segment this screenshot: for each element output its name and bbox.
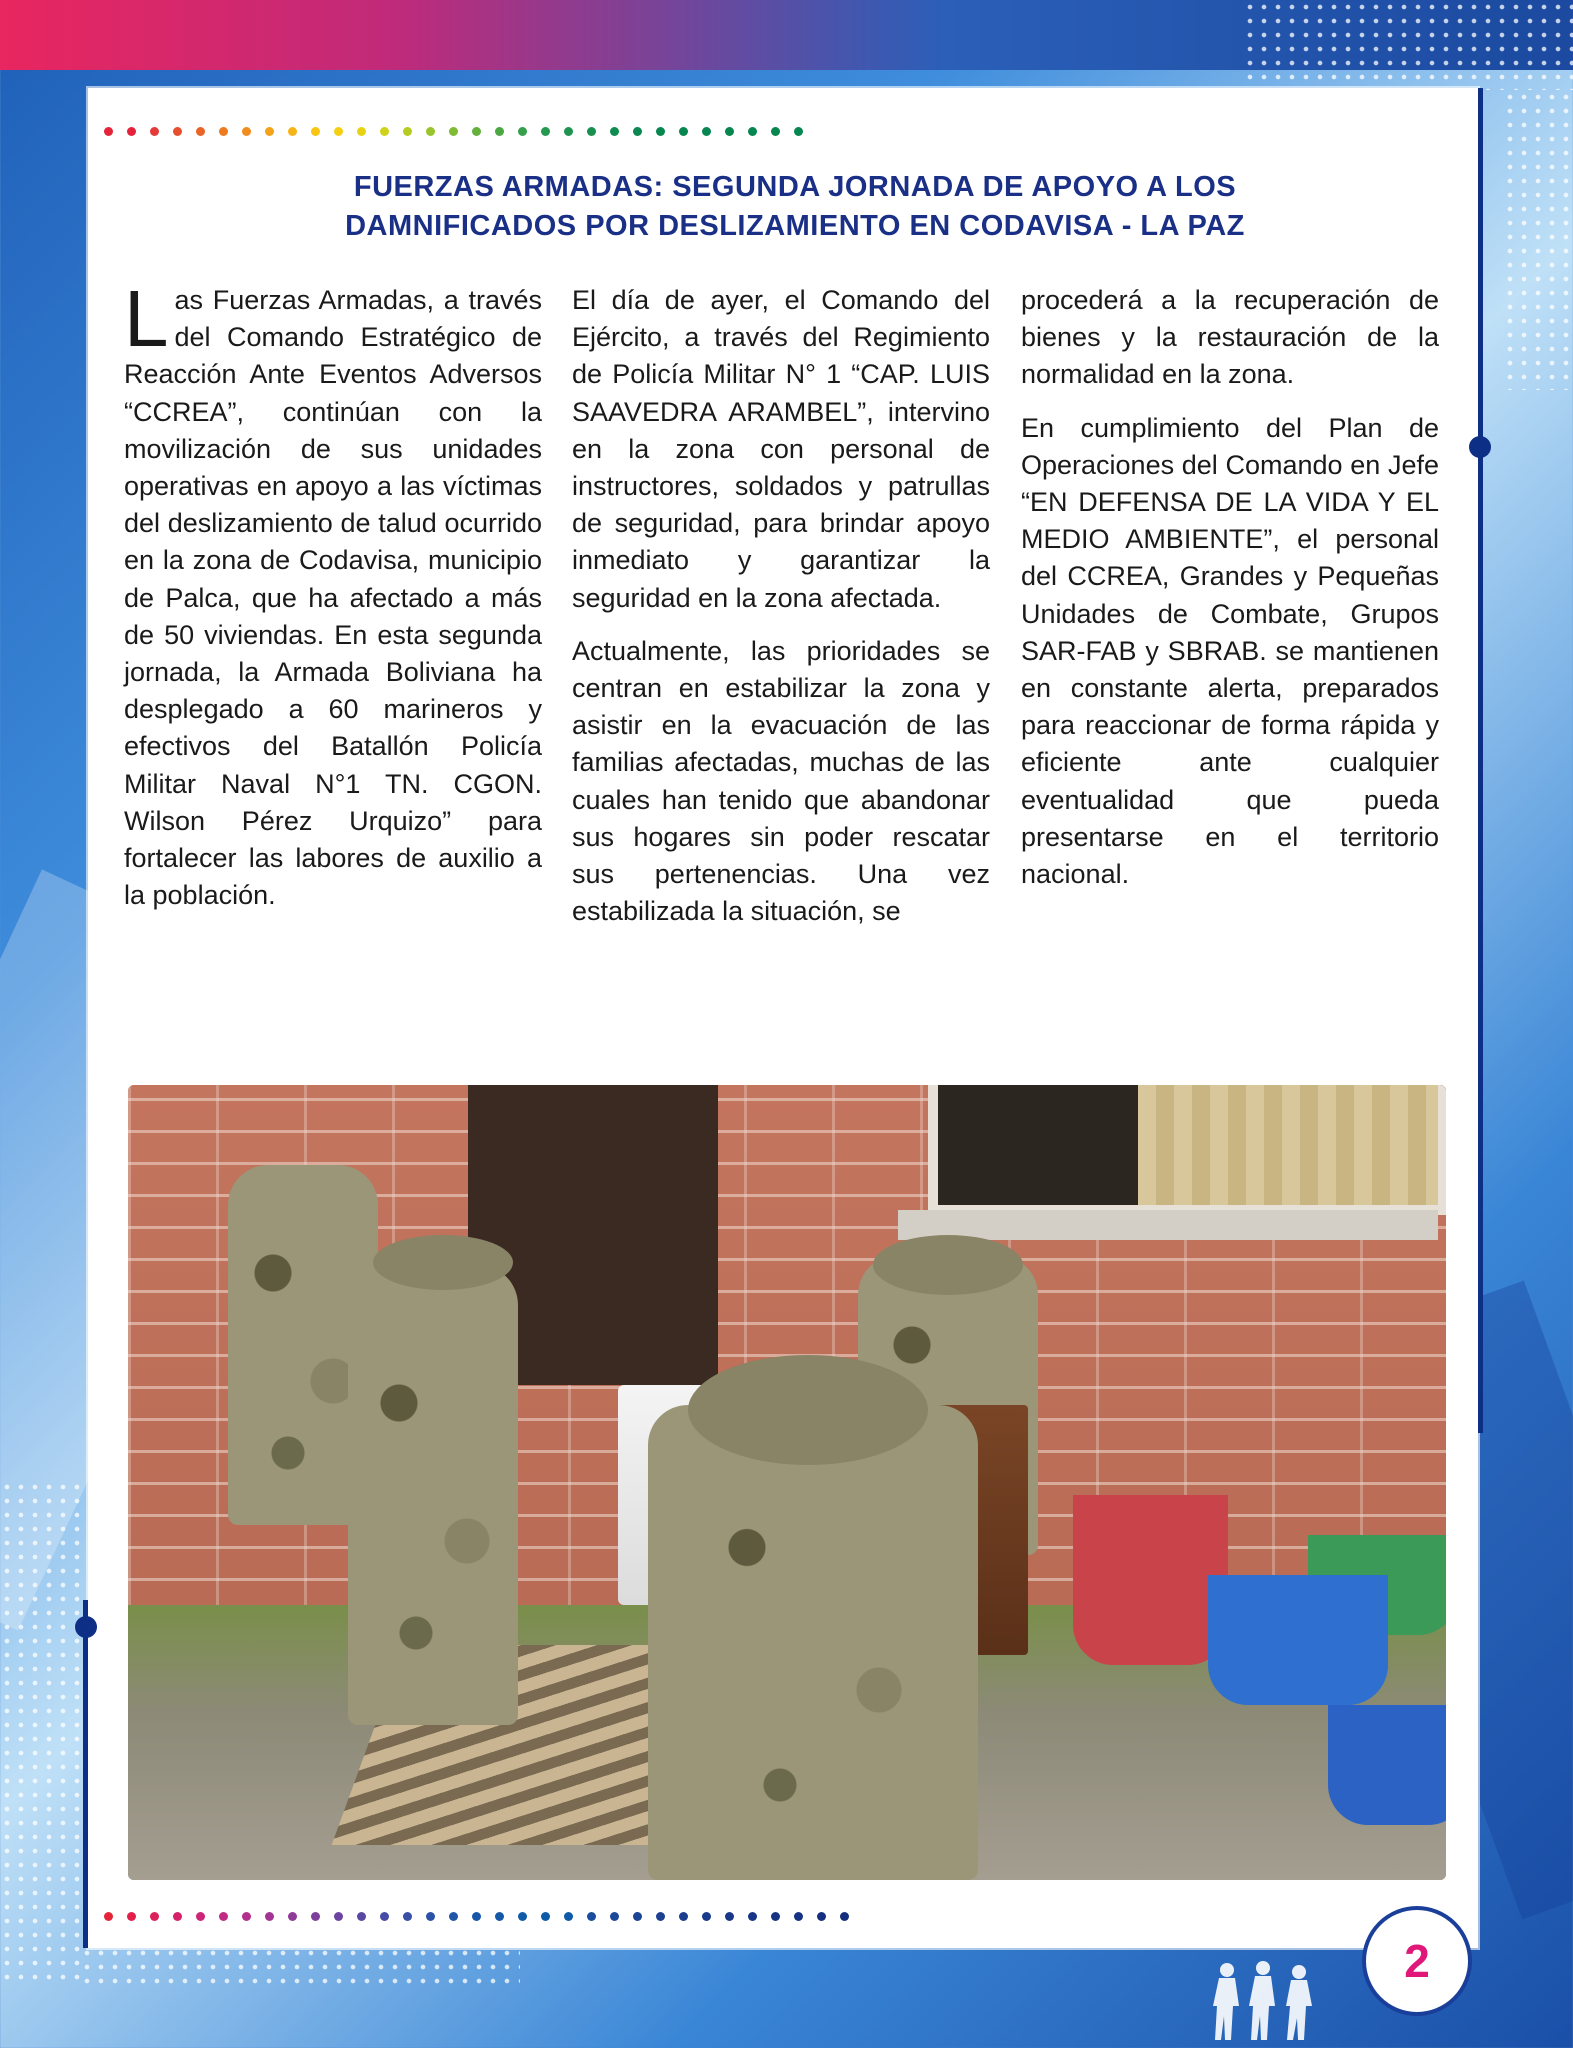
decorative-dot bbox=[311, 1912, 320, 1921]
paragraph: procederá a la recuperación de bienes y la restauración de la normalidad en la zona. bbox=[1021, 285, 1439, 390]
decorative-dot bbox=[794, 1912, 803, 1921]
decorative-dot bbox=[564, 127, 573, 136]
decorative-dot bbox=[679, 127, 688, 136]
frame-dot bbox=[75, 1616, 97, 1638]
title-line-1: FUERZAS ARMADAS: SEGUNDA JORNADA DE APOYO A LOS bbox=[353, 171, 1237, 203]
paragraph: En cumplimiento del Plan de Operaciones del Comando en Jefe “EN DEFENSA DE LA VIDA Y EL MEDIO AMBIENTE”, el personal del CCREA, Grandes y Pequeñas Unidades de Combate, Grupos SAR-FAB y SBRAB. se mantienen en constante alerta, preparados para reaccionar de forma rápida y eficiente ante cualquier eventualidad que pueda presentarse en el territorio nacional. bbox=[1021, 412, 1439, 890]
title-line-2: DAMNIFICADOS POR DESLIZAMIENTO EN CODAVISA - LA PAZ bbox=[345, 210, 1245, 242]
bottom-decorative-dots bbox=[104, 1912, 849, 1921]
decorative-dot bbox=[150, 127, 159, 136]
decorative-dot bbox=[449, 127, 458, 136]
decorative-dot bbox=[587, 1912, 596, 1921]
decorative-dot bbox=[150, 1912, 159, 1921]
decorative-dot bbox=[794, 127, 803, 136]
decorative-dot bbox=[173, 1912, 182, 1921]
decorative-dot bbox=[334, 127, 343, 136]
decorative-dot bbox=[495, 1912, 504, 1921]
decorative-dot bbox=[495, 127, 504, 136]
decorative-dot bbox=[656, 127, 665, 136]
decorative-dot bbox=[311, 127, 320, 136]
decorative-dot bbox=[426, 1912, 435, 1921]
paragraph: Actualmente, las prioridades se centran en estabilizar la zona y asistir en la evacuación de las familias afectadas, muchas de las cuales han tenido que abandonar sus hogares sin poder rescatar sus pertenencias. Una vez estabilizada la situación, se bbox=[572, 635, 990, 927]
decorative-dot bbox=[541, 127, 550, 136]
article-column-1 bbox=[124, 274, 542, 930]
decorative-dot bbox=[288, 127, 297, 136]
drop-cap: L bbox=[124, 274, 169, 363]
decorative-dot bbox=[242, 1912, 251, 1921]
decorative-dot bbox=[748, 1912, 757, 1921]
decorative-dot bbox=[748, 127, 757, 136]
decorative-dot-grid bbox=[1243, 0, 1573, 90]
decorative-dot bbox=[288, 1912, 297, 1921]
decorative-dot bbox=[817, 1912, 826, 1921]
paragraph: El día de ayer, el Comando del Ejército, a través del Regimiento de Policía Militar N° 1 “CAP. LUIS SAAVEDRA ARAMBEL”, intervino en la zona con personal de instructores, soldados y patrullas de seguridad, para brindar apoyo inmediato y garantizar la seguridad en la zona afectada. bbox=[572, 285, 990, 613]
decorative-dot bbox=[196, 1912, 205, 1921]
decorative-dot-grid bbox=[0, 1480, 85, 1980]
decorative-dot bbox=[334, 1912, 343, 1921]
article-column-2 bbox=[572, 282, 990, 946]
decorative-dot bbox=[771, 1912, 780, 1921]
decorative-dot bbox=[518, 1912, 527, 1921]
decorative-dot bbox=[656, 1912, 665, 1921]
window-sill bbox=[898, 1210, 1438, 1240]
house-window bbox=[928, 1085, 1446, 1215]
decorative-dot bbox=[840, 1912, 849, 1921]
decorative-dot bbox=[587, 127, 596, 136]
paragraph: as Fuerzas Armadas, a través del Comando Estratégico de Reacción Ante Eventos Adversos “CCREA”, continúan con la movilización de sus unidades operativas en apoyo a las víctimas del deslizamiento de talud ocurrido en la zona de Codavisa, municipio de Palca, que ha afectado a más de 50 viviendas. En esta segunda jornada, la Armada Boliviana ha desplegado a 60 marineros y efectivos del Batallón Policía Militar Naval N°1 TN. CGON. Wilson Pérez Urquizo” para fortalecer las labores de auxilio a la población. bbox=[124, 285, 542, 911]
decorative-dot bbox=[104, 127, 113, 136]
decorative-dot bbox=[610, 1912, 619, 1921]
decorative-dot bbox=[219, 1912, 228, 1921]
decorative-dot bbox=[725, 1912, 734, 1921]
decorative-dot bbox=[265, 1912, 274, 1921]
decorative-dot bbox=[196, 127, 205, 136]
decorative-dot bbox=[403, 127, 412, 136]
decorative-dot bbox=[564, 1912, 573, 1921]
blue-basin bbox=[1328, 1705, 1446, 1825]
decorative-dot bbox=[104, 1912, 113, 1921]
decorative-dot bbox=[242, 127, 251, 136]
top-decorative-dots bbox=[104, 127, 803, 136]
decorative-dot bbox=[357, 127, 366, 136]
decorative-dot bbox=[173, 127, 182, 136]
frame-dot bbox=[1469, 436, 1491, 458]
frame-line bbox=[83, 1600, 88, 1948]
blue-basin bbox=[1208, 1575, 1388, 1705]
boonie-hat bbox=[373, 1235, 513, 1290]
decorative-dot bbox=[127, 127, 136, 136]
decorative-dot bbox=[541, 1912, 550, 1921]
decorative-dot bbox=[633, 127, 642, 136]
boonie-hat bbox=[873, 1235, 1023, 1295]
curtain bbox=[1138, 1085, 1438, 1205]
decorative-dot bbox=[702, 127, 711, 136]
decorative-dot bbox=[472, 1912, 481, 1921]
decorative-dot bbox=[426, 127, 435, 136]
decorative-dot bbox=[518, 127, 527, 136]
article-photo bbox=[128, 1085, 1446, 1880]
decorative-dot bbox=[610, 127, 619, 136]
decorative-dot bbox=[403, 1912, 412, 1921]
page-number: 2 bbox=[1362, 1906, 1472, 2016]
red-bucket bbox=[1073, 1495, 1228, 1665]
decorative-dot bbox=[357, 1912, 366, 1921]
boonie-hat bbox=[688, 1355, 928, 1465]
decorative-dot bbox=[771, 127, 780, 136]
decorative-dot-grid bbox=[80, 1946, 520, 1986]
decorative-dot bbox=[633, 1912, 642, 1921]
decorative-dot bbox=[380, 127, 389, 136]
decorative-dot bbox=[380, 1912, 389, 1921]
decorative-dot bbox=[265, 127, 274, 136]
decorative-dot bbox=[127, 1912, 136, 1921]
decorative-dot-grid bbox=[1503, 90, 1573, 390]
soldier-figure bbox=[348, 1265, 518, 1725]
article-title bbox=[150, 168, 1440, 246]
decorative-dot bbox=[679, 1912, 688, 1921]
decorative-dot bbox=[725, 127, 734, 136]
decorative-dot bbox=[702, 1912, 711, 1921]
decorative-dot bbox=[449, 1912, 458, 1921]
decorative-dot bbox=[219, 127, 228, 136]
article-column-3 bbox=[1021, 282, 1439, 909]
soldier-figure bbox=[648, 1405, 978, 1880]
decorative-dot bbox=[472, 127, 481, 136]
soldiers-silhouette-icon bbox=[1205, 1960, 1325, 2042]
frame-line bbox=[1478, 88, 1483, 1433]
